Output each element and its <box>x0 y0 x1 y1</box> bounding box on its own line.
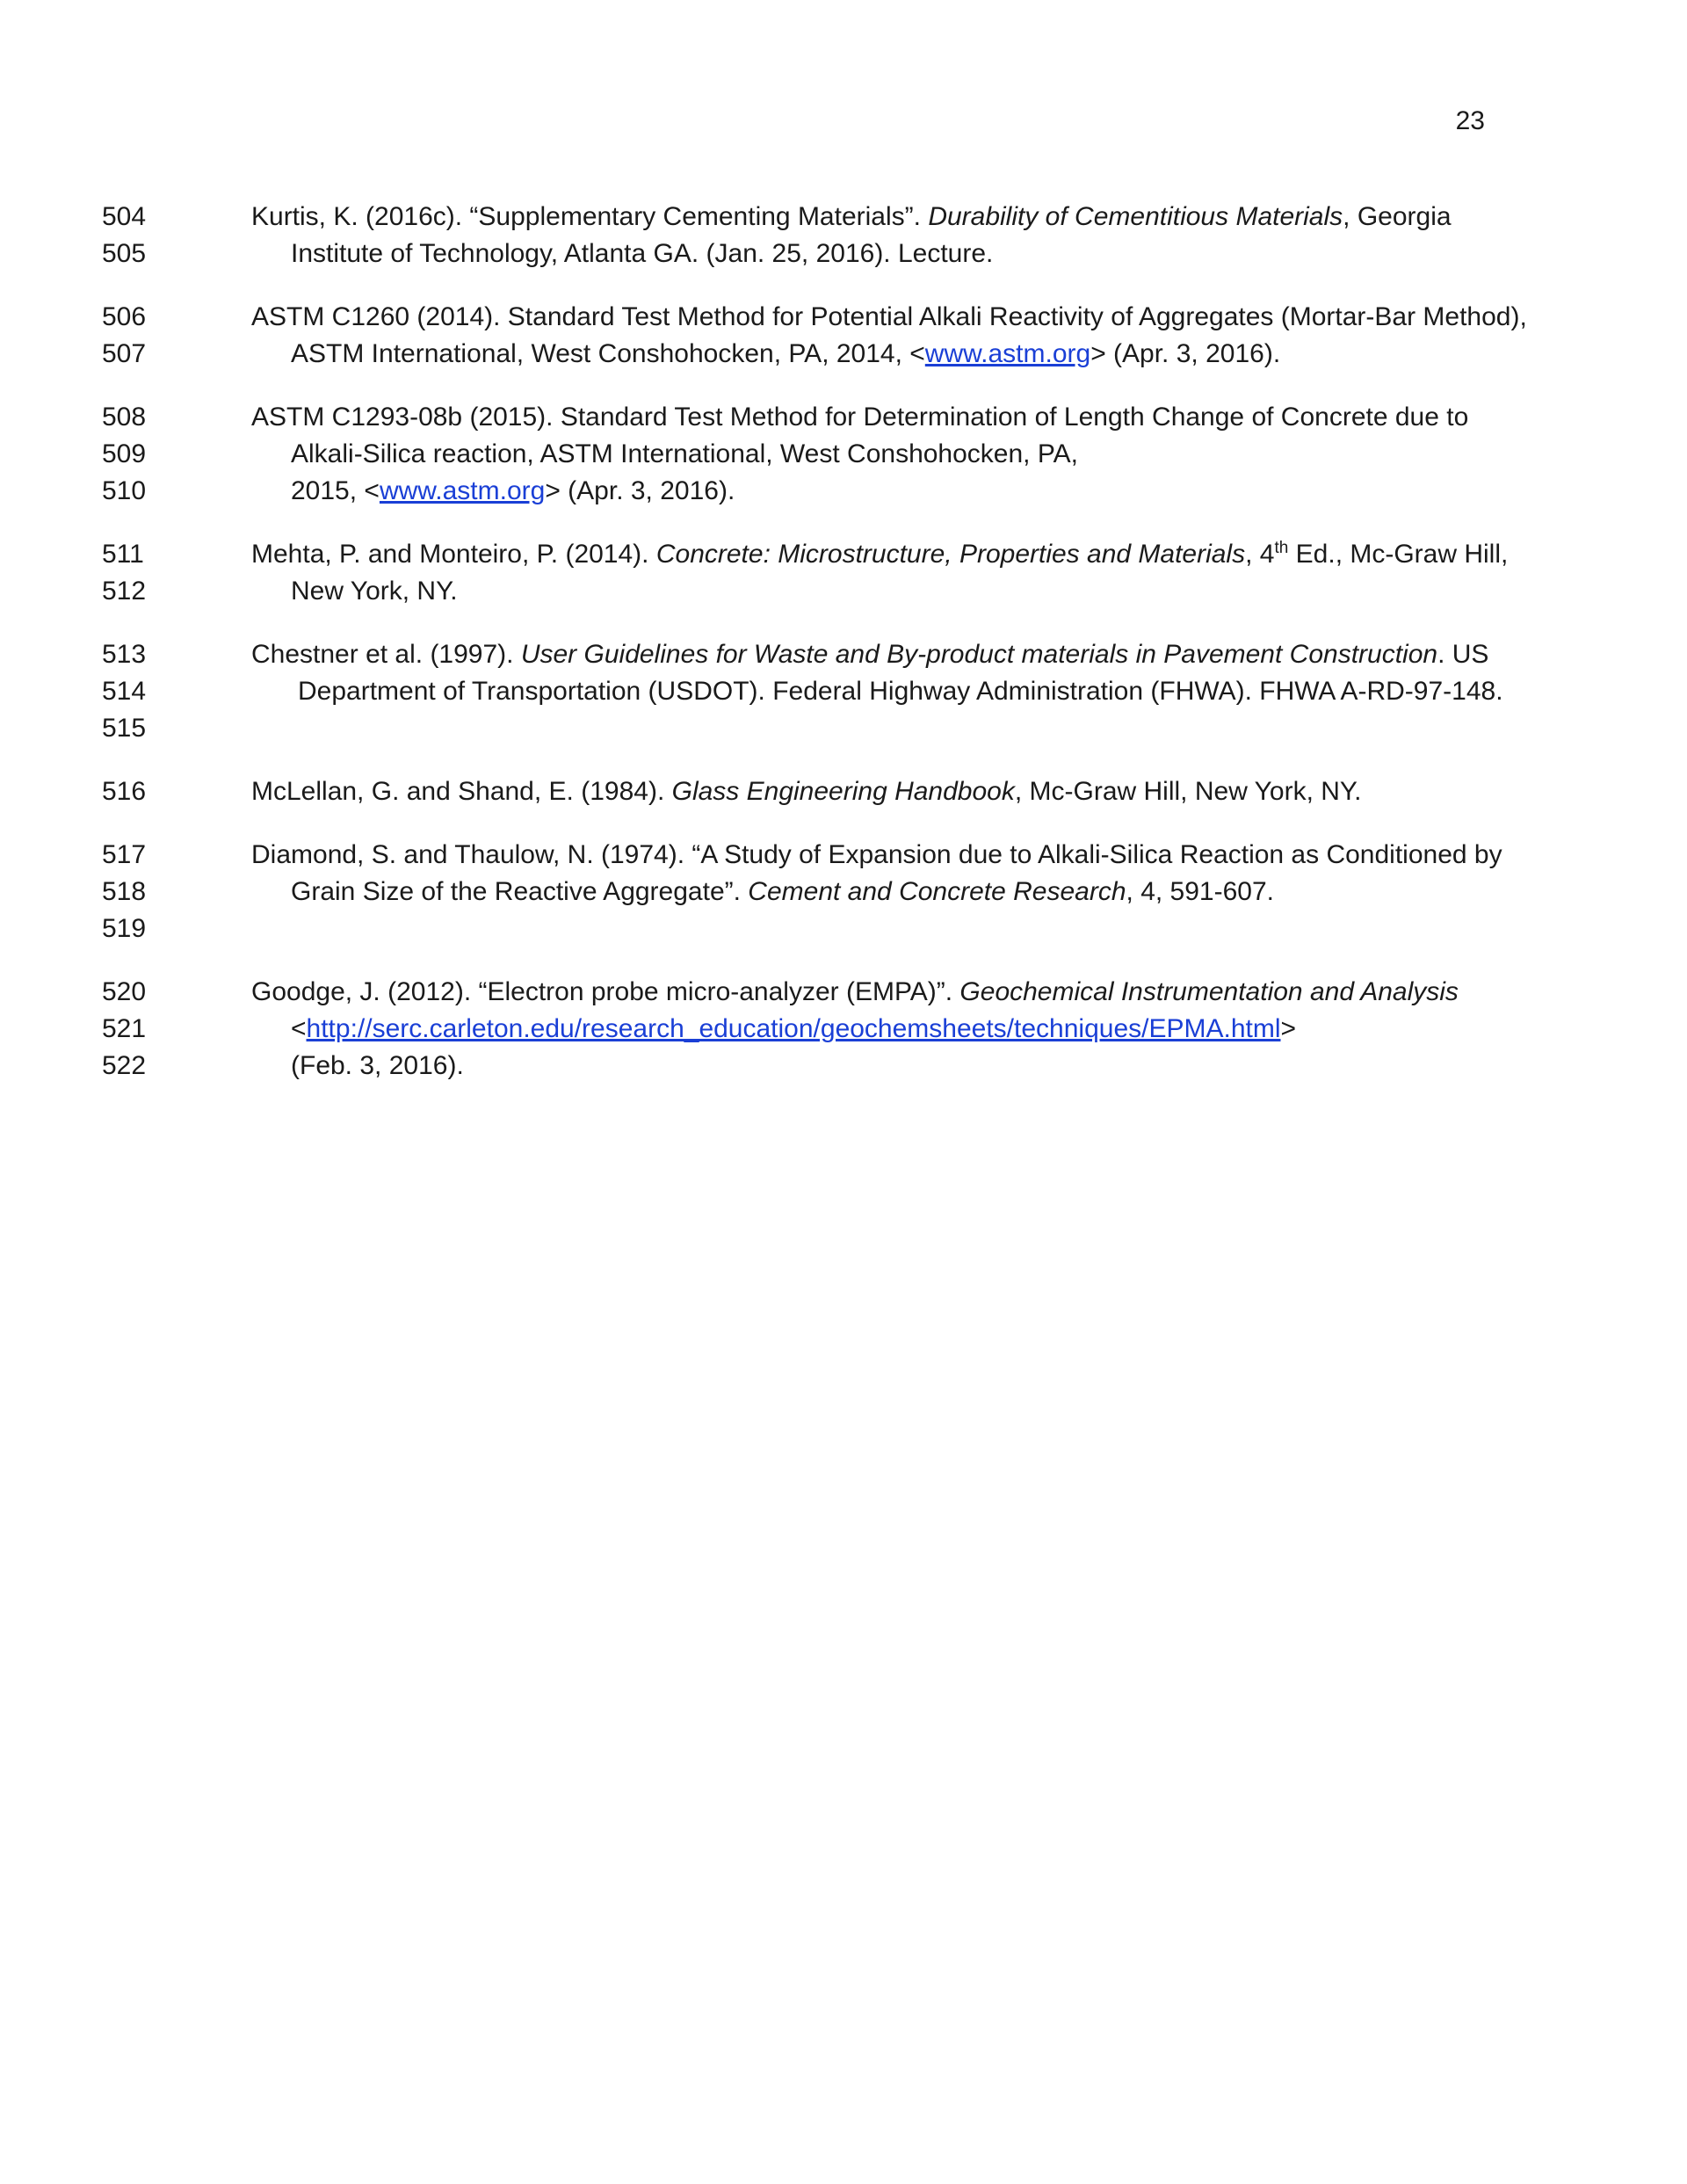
reference-title: Geochemical Instrumentation and Analysis <box>959 977 1459 1006</box>
line-numbers <box>0 399 251 510</box>
line-number: 520 <box>102 977 147 1006</box>
reference-segment: Chestner et al. (1997). <box>251 640 521 669</box>
reference-entry <box>0 199 1687 272</box>
line-numbers <box>0 199 251 272</box>
reference-entry <box>0 974 1687 1085</box>
reference-entry <box>0 773 1687 810</box>
reference-title: Concrete: Microstructure, Properties and Materials <box>655 540 1246 569</box>
reference-text <box>251 399 1539 510</box>
reference-title: Cement and Concrete Research <box>748 877 1126 906</box>
reference-title: Glass Engineering Handbook <box>671 777 1015 806</box>
reference-link[interactable]: www.astm.org <box>379 476 546 505</box>
line-numbers <box>0 837 251 947</box>
reference-segment: Mehta, P. and Monteiro, P. (2014). <box>251 540 656 569</box>
line-numbers <box>0 636 251 747</box>
reference-link[interactable]: http://serc.carleton.edu/research_education/geochemsheets/techniques/EPMA.html <box>306 1014 1281 1043</box>
reference-text <box>251 773 1539 810</box>
reference-entry <box>0 536 1687 610</box>
line-number: 509 <box>102 439 147 468</box>
superscript: th <box>1274 539 1289 557</box>
reference-entry <box>0 837 1687 947</box>
reference-segment: ASTM C1293-08b (2015). Standard Test Method for Determination of Length Change of Concrete due to Alkali-Silica reaction, ASTM International, West Conshohocken, PA, <box>251 403 1469 468</box>
page-number: 23 <box>1455 106 1485 135</box>
line-numbers <box>0 299 251 373</box>
reference-segment: (Feb. 3, 2016). <box>291 1051 464 1080</box>
line-number: 513 <box>102 640 147 669</box>
reference-segment: , 4, 591-607. <box>1126 877 1274 906</box>
reference-segment: ASTM C1260 (2014). Standard Test Method for Potential Alkali Reactivity of Aggregates (Mortar-Bar Method), ASTM International, West Conshohocken, PA, 2014, < <box>251 302 1527 368</box>
reference-text <box>251 837 1539 947</box>
line-number: 521 <box>102 1014 147 1043</box>
reference-list <box>0 199 1687 1111</box>
reference-text <box>251 199 1539 272</box>
reference-entry <box>0 636 1687 747</box>
reference-segment: Goodge, J. (2012). “Electron probe micro-analyzer (EMPA)”. <box>251 977 960 1006</box>
reference-entry <box>0 299 1687 373</box>
reference-title: User Guidelines for Waste and By-product materials in Pavement Construction <box>520 640 1438 669</box>
reference-segment: > <box>1280 1014 1297 1043</box>
reference-link[interactable]: www.astm.org <box>924 339 1091 368</box>
line-number: 510 <box>102 476 147 505</box>
reference-title: Durability of Cementitious Materials <box>928 202 1343 231</box>
reference-segment: > (Apr. 3, 2016). <box>545 476 735 505</box>
reference-segment: < <box>291 1014 307 1043</box>
reference-segment: > (Apr. 3, 2016). <box>1090 339 1281 368</box>
line-number: 506 <box>102 302 147 331</box>
line-number: 515 <box>102 714 147 743</box>
line-number: 505 <box>102 239 147 268</box>
line-numbers <box>0 974 251 1085</box>
line-number: 507 <box>102 339 147 368</box>
reference-text <box>251 536 1539 610</box>
line-number: 517 <box>102 840 147 869</box>
reference-segment: McLellan, G. and Shand, E. (1984). <box>251 777 672 806</box>
reference-segment: 2015, < <box>291 476 380 505</box>
line-number: 518 <box>102 877 147 906</box>
line-number: 504 <box>102 202 147 231</box>
line-number: 511 <box>102 540 144 569</box>
reference-segment: , 4 <box>1245 540 1275 569</box>
line-numbers <box>0 773 251 810</box>
reference-text <box>251 299 1539 373</box>
line-numbers <box>0 536 251 610</box>
reference-segment: , Georgia Institute of Technology, Atlanta GA. (Jan. 25, 2016). Lecture. <box>291 202 1452 268</box>
reference-segment: Diamond, S. and Thaulow, N. (1974). “A Study of Expansion due to Alkali-Silica Reaction as Conditioned by Grain Size of the Reactive Aggregate”. <box>251 840 1502 906</box>
reference-segment: . US Department of Transportation (USDOT). Federal Highway Administration (FHWA). FHWA A-RD-97-148. <box>298 640 1503 706</box>
line-number: 516 <box>102 777 147 806</box>
line-number: 522 <box>102 1051 147 1080</box>
reference-text <box>251 636 1539 747</box>
line-number: 512 <box>102 577 147 606</box>
reference-entry <box>0 399 1687 510</box>
reference-segment: , Mc-Graw Hill, New York, NY. <box>1014 777 1362 806</box>
reference-text <box>251 974 1539 1085</box>
line-number: 508 <box>102 403 147 432</box>
reference-segment: Ed., Mc-Graw Hill, New York, NY. <box>291 540 1509 606</box>
reference-segment: Kurtis, K. (2016c). “Supplementary Cementing Materials”. <box>251 202 929 231</box>
line-number: 514 <box>102 677 147 706</box>
line-number: 519 <box>102 914 147 943</box>
